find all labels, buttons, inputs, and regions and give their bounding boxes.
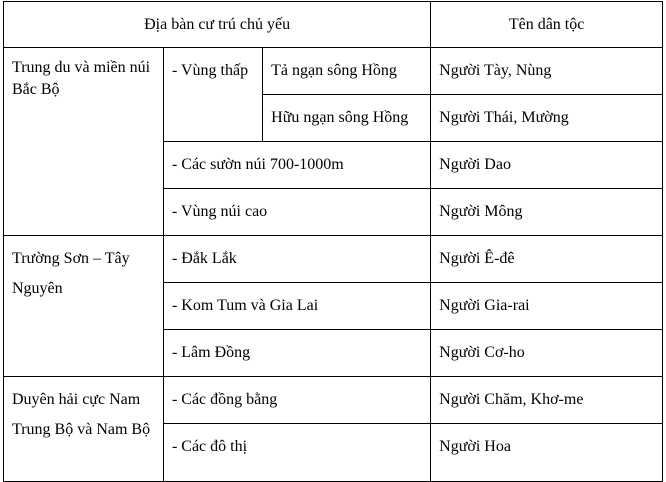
sub-area: - Kom Tum và Gia Lai bbox=[163, 283, 430, 330]
ethnic-group: Người Gia-rai bbox=[431, 283, 663, 330]
ethnic-group: Người Tày, Nùng bbox=[431, 48, 663, 95]
header-row bbox=[4, 2, 663, 48]
ethnic-group: Người Chăm, Khơ-me bbox=[431, 377, 663, 424]
ethnic-group: Người Cơ-ho bbox=[431, 330, 663, 377]
region-name: Trung du và miền núi Bắc Bộ bbox=[4, 48, 164, 236]
ethnic-group: Người Hoa bbox=[431, 424, 663, 482]
sub-area: - Lâm Đồng bbox=[163, 330, 430, 377]
sub-area: Hữu ngạn sông Hồng bbox=[263, 95, 431, 142]
table-row bbox=[4, 236, 663, 283]
sub-area: - Các đồng bằng bbox=[163, 377, 430, 424]
sub-area: - Đắk Lắk bbox=[163, 236, 430, 283]
sub-area: Tả ngạn sông Hồng bbox=[263, 48, 431, 95]
header-area: Địa bàn cư trú chủ yếu bbox=[4, 2, 431, 48]
ethnic-distribution-table bbox=[3, 1, 663, 482]
sub-area: - Các sườn núi 700-1000m bbox=[163, 142, 430, 189]
ethnic-group: Người Thái, Mường bbox=[431, 95, 663, 142]
table-row bbox=[4, 377, 663, 424]
sub-area: - Vùng thấp bbox=[163, 48, 262, 142]
header-ethnic-name: Tên dân tộc bbox=[431, 2, 663, 48]
sub-area: - Các đô thị bbox=[163, 424, 430, 482]
region-name: Trường Sơn – Tây Nguyên bbox=[4, 236, 164, 377]
ethnic-group: Người Ê-đê bbox=[431, 236, 663, 283]
table-row bbox=[4, 48, 663, 95]
ethnic-group: Người Dao bbox=[431, 142, 663, 189]
sub-area: - Vùng núi cao bbox=[163, 189, 430, 236]
region-name: Duyên hải cực Nam Trung Bộ và Nam Bộ bbox=[4, 377, 164, 482]
ethnic-group: Người Mông bbox=[431, 189, 663, 236]
